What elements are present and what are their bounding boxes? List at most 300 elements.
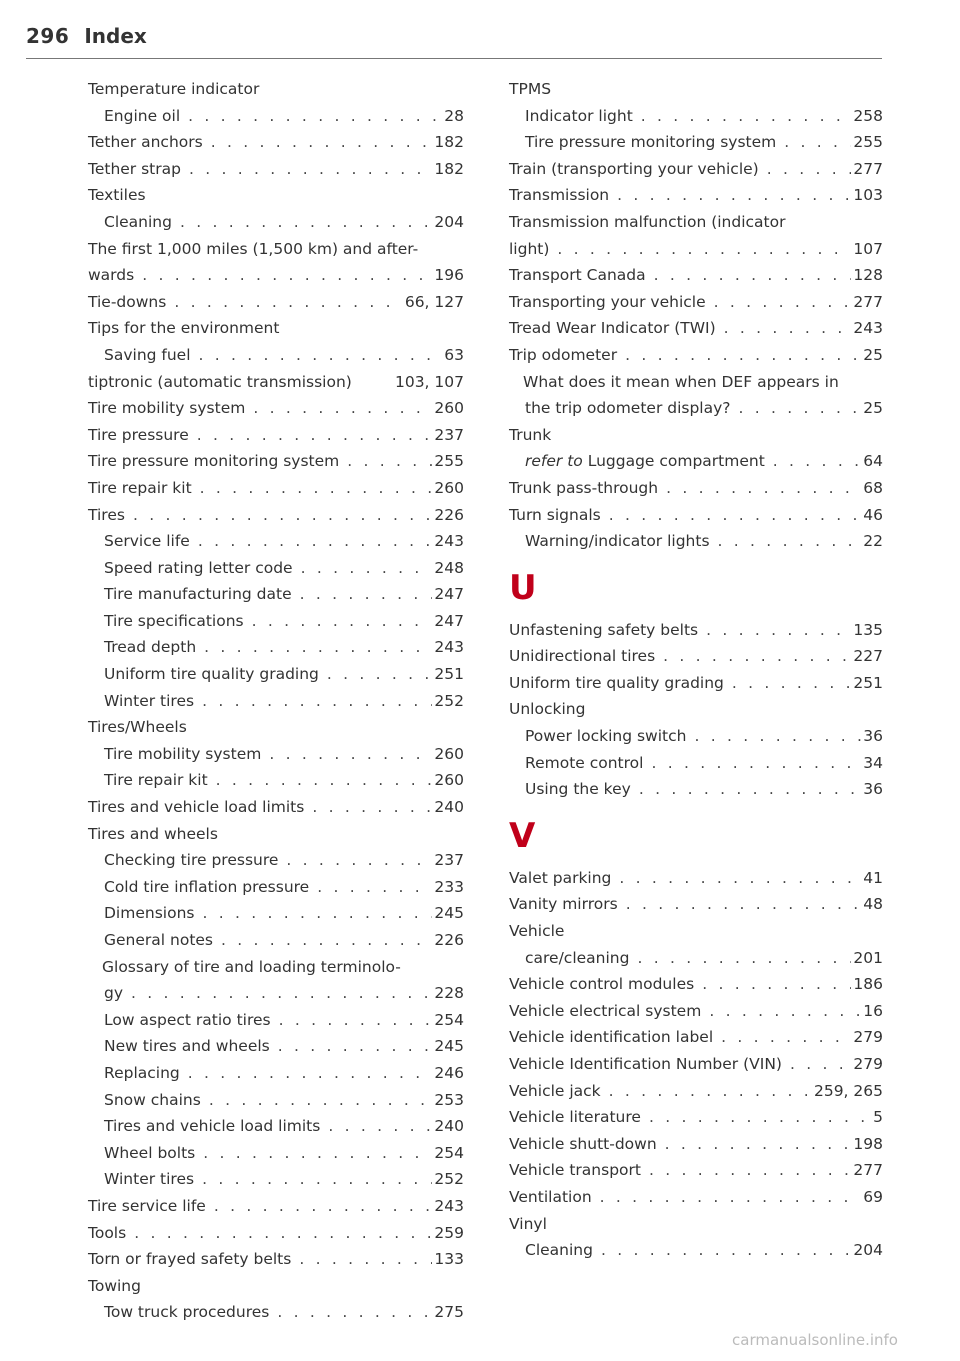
index-entry [509, 750, 883, 777]
index-page-ref: 255 [853, 133, 883, 152]
index-entry [88, 209, 464, 236]
index-entry-text: Tether anchors [88, 133, 203, 152]
dot-leader [269, 741, 432, 768]
index-entry-text: Replacing [104, 1063, 180, 1082]
index-entry-text: Tire service life [88, 1196, 206, 1215]
index-page-ref: 252 [434, 691, 464, 710]
cross-reference-label: refer to [525, 452, 583, 471]
index-heading: Towing [88, 1276, 141, 1295]
dot-leader [609, 1078, 812, 1105]
dot-leader [327, 661, 433, 688]
index-page-ref: 34 [863, 753, 883, 772]
index-entry-text: Tow truck procedures [104, 1303, 270, 1322]
index-page-ref: 128 [853, 266, 883, 285]
dot-leader [347, 448, 432, 475]
index-page-ref: 260 [434, 771, 464, 790]
dot-leader [299, 1246, 432, 1273]
index-entry [509, 182, 883, 209]
dot-leader [312, 794, 432, 821]
dot-leader [665, 1131, 852, 1158]
index-entry-text: Torn or frayed safety belts [88, 1250, 292, 1269]
index-entry [88, 874, 464, 901]
index-page-ref: 245 [434, 904, 464, 923]
index-entry-text: Transmission [509, 186, 610, 205]
dot-leader [790, 1051, 851, 1078]
index-entry [509, 502, 883, 529]
dot-leader [301, 555, 433, 582]
index-page-ref: 46 [863, 505, 883, 524]
index-entry [509, 1184, 883, 1211]
index-entry [509, 1237, 883, 1264]
index-entry [509, 475, 883, 502]
index-entry-text: Tire manufacturing date [104, 585, 292, 604]
index-entry [88, 927, 464, 954]
dot-leader [663, 643, 851, 670]
dot-leader [198, 528, 433, 555]
index-entry-text: Vehicle electrical system [509, 1001, 702, 1020]
index-page-ref: 260 [434, 744, 464, 763]
index-entry [509, 998, 883, 1025]
dot-leader [702, 971, 851, 998]
dot-leader [328, 1113, 432, 1140]
dot-leader [277, 1299, 432, 1326]
index-entry [509, 129, 883, 156]
index-entry [88, 395, 464, 422]
index-entry-text: Snow chains [104, 1090, 201, 1109]
dot-leader [694, 723, 861, 750]
index-entry-text: Speed rating letter code [104, 558, 293, 577]
index-entry-text: Unfastening safety belts [509, 620, 699, 639]
index-page-ref: 277 [853, 1161, 883, 1180]
dot-leader [199, 342, 443, 369]
index-page-ref: 36 [863, 780, 883, 799]
index-page-ref: 253 [434, 1090, 464, 1109]
index-entry [509, 1157, 883, 1184]
index-entry-text: Remote control [525, 753, 644, 772]
index-entry-text: Tire pressure monitoring system [88, 452, 340, 471]
index-page-ref: 233 [434, 877, 464, 896]
index-page-ref: 255 [434, 452, 464, 471]
index-page-ref: 247 [434, 585, 464, 604]
index-page-ref: 254 [434, 1143, 464, 1162]
index-page-ref: 69 [863, 1187, 883, 1206]
index-page-ref: 196 [434, 266, 464, 285]
index-page-ref: 251 [434, 665, 464, 684]
index-entry-text: Wheel bolts [104, 1143, 196, 1162]
index-heading: Tips for the environment [88, 319, 280, 338]
index-entry-text: Cleaning [525, 1241, 593, 1260]
dot-leader [714, 289, 852, 316]
index-entry [88, 1113, 464, 1140]
index-entry [509, 1051, 883, 1078]
index-entry-text: Cold tire inflation pressure [104, 877, 310, 896]
index-entry [509, 1131, 883, 1158]
index-entry-text: Tools [88, 1223, 127, 1242]
index-page-ref: 204 [434, 212, 464, 231]
dot-leader [188, 103, 442, 130]
index-entry [88, 688, 464, 715]
index-entry [509, 945, 883, 972]
index-entry [88, 156, 464, 183]
index-entry [509, 670, 883, 697]
index-entry [88, 1007, 464, 1034]
index-entry [88, 129, 464, 156]
index-page-ref: 226 [434, 931, 464, 949]
index-entry [88, 528, 464, 555]
index-page-ref: 133 [434, 1250, 464, 1269]
dot-leader [202, 688, 432, 715]
index-heading: Transmission malfunction (indicator [509, 212, 786, 231]
dot-leader [767, 156, 852, 183]
dot-leader [600, 1184, 862, 1211]
dot-leader [773, 448, 861, 475]
index-entry-text: light) [509, 239, 550, 258]
dot-leader [279, 1007, 433, 1034]
dot-leader [133, 502, 432, 529]
dot-leader [216, 767, 433, 794]
index-entry-text: Indicator light [525, 106, 633, 125]
index-entry-text: Vehicle control modules [509, 975, 695, 994]
dot-leader [142, 262, 432, 289]
index-heading: Unlocking [509, 700, 586, 719]
index-entry-text: Tire mobility system [104, 744, 262, 763]
index-page-ref: 251 [853, 673, 883, 692]
index-entry-text: Checking tire pressure [104, 851, 279, 870]
index-page-ref: 186 [853, 975, 883, 994]
index-entry-text: Tire pressure [88, 425, 189, 444]
index-entry-text: Tires [88, 505, 125, 524]
dot-leader [732, 670, 852, 697]
index-entry [509, 103, 883, 130]
index-page-ref: 259 [434, 1223, 464, 1242]
index-entry [509, 289, 883, 316]
index-entry [88, 1166, 464, 1193]
index-entry-text: Vehicle transport [509, 1161, 641, 1180]
index-entry-text: Tire mobility system [88, 399, 246, 418]
dot-leader [654, 262, 852, 289]
index-page-ref: 63 [444, 345, 464, 364]
index-entry-text: Tire pressure monitoring system [525, 133, 777, 152]
index-entry [88, 1299, 464, 1326]
index-entry [88, 741, 464, 768]
index-entry [509, 723, 883, 750]
index-entry [509, 1024, 883, 1051]
dot-leader [203, 1140, 432, 1167]
index-page-ref: 64 [863, 452, 883, 471]
dot-leader [134, 1220, 432, 1247]
index-page-ref: 258 [853, 106, 883, 125]
index-page-ref: 260 [434, 478, 464, 497]
index-entry-text: Tire repair kit [104, 771, 208, 790]
index-entry-text: New tires and wheels [104, 1037, 270, 1056]
index-entry-text: Transporting your vehicle [509, 292, 706, 311]
index-column-right [509, 76, 883, 1264]
index-entry-text: tiptronic (automatic transmission) [88, 372, 352, 391]
dot-leader [784, 129, 851, 156]
index-entry-text: Using the key [525, 780, 631, 799]
dot-leader [209, 1087, 433, 1114]
index-page-ref: 204 [853, 1241, 883, 1260]
index-page-ref: 16 [863, 1001, 883, 1020]
index-entry-text: Tire specifications [104, 611, 244, 630]
index-subheading: What does it mean when DEF appears in [523, 372, 839, 391]
index-page-ref: 248 [434, 558, 464, 577]
index-heading: Tires/Wheels [88, 718, 187, 737]
dot-leader [204, 634, 432, 661]
index-page-ref: 254 [434, 1010, 464, 1029]
index-page-ref: 28 [444, 106, 464, 125]
index-page-ref: 201 [853, 948, 883, 967]
index-entry-text: Ventilation [509, 1187, 592, 1206]
index-page-ref: 259, 265 [813, 1081, 883, 1100]
index-entry [88, 1060, 464, 1087]
index-heading: Trunk [509, 425, 552, 444]
index-entry-text: Turn signals [509, 505, 601, 524]
dot-leader [666, 475, 861, 502]
dot-leader [300, 581, 433, 608]
index-page-ref: 227 [853, 647, 883, 666]
index-entry [509, 448, 883, 475]
dot-leader [131, 980, 432, 1007]
index-entry [88, 1033, 464, 1060]
index-page-ref: 252 [434, 1170, 464, 1189]
index-page-ref: 41 [863, 868, 883, 887]
index-entry [509, 891, 883, 918]
index-entry [88, 1220, 464, 1247]
dot-leader [286, 847, 432, 874]
dot-leader [174, 289, 403, 316]
index-entry-text: Tie-downs [88, 292, 167, 311]
section-title: Index [84, 24, 147, 48]
dot-leader [189, 156, 432, 183]
index-page-ref: 247 [434, 611, 464, 630]
index-entry-text: Vanity mirrors [509, 895, 618, 914]
index-page-ref: 277 [853, 292, 883, 311]
index-page-ref: 245 [434, 1037, 464, 1056]
index-entry [509, 776, 883, 803]
index-page-ref: 279 [853, 1055, 883, 1073]
index-heading: TPMS [509, 80, 552, 98]
index-heading: Vinyl [509, 1214, 547, 1233]
dot-leader [253, 395, 432, 422]
dot-leader [180, 209, 432, 236]
index-entry [509, 236, 883, 263]
index-page-ref: 243 [434, 638, 464, 657]
index-entry-text: Engine oil [104, 106, 181, 125]
dot-leader [619, 865, 861, 892]
index-page-ref: 243 [434, 532, 464, 551]
dot-leader [718, 528, 862, 555]
index-heading: Textiles [88, 186, 146, 205]
index-entry-text: Tether strap [88, 159, 181, 178]
index-entry [88, 422, 464, 449]
dot-leader [609, 502, 862, 529]
index-entry [509, 262, 883, 289]
dot-leader [601, 1237, 851, 1264]
index-entry-text: Winter tires [104, 691, 195, 710]
index-entry-text: Unidirectional tires [509, 647, 656, 666]
cross-reference-target: Luggage compartment [587, 452, 765, 471]
index-entry-text: Tread Wear Indicator (TWI) [509, 319, 716, 338]
dot-leader [617, 182, 851, 209]
index-letter-heading: V [509, 815, 536, 856]
index-entry-text: Tire repair kit [88, 478, 192, 497]
dot-leader [188, 1060, 433, 1087]
index-entry [88, 369, 464, 396]
index-entry-text: gy [104, 984, 124, 1003]
dot-leader [214, 1193, 433, 1220]
dot-leader [252, 608, 433, 635]
index-entry [88, 980, 464, 1007]
index-page-ref: 48 [863, 895, 883, 914]
index-entry [88, 847, 464, 874]
index-entry-text: Winter tires [104, 1170, 195, 1189]
index-page-ref: 237 [434, 851, 464, 870]
index-entry-text: General notes [104, 931, 214, 949]
index-entry-text: Uniform tire quality grading [104, 665, 319, 684]
index-heading: Tires and wheels [88, 824, 218, 843]
index-page-ref: 240 [434, 1117, 464, 1136]
dot-leader [641, 103, 852, 130]
dot-leader [721, 1024, 851, 1051]
dot-leader [211, 129, 433, 156]
index-column-left [88, 76, 464, 1326]
index-entry [88, 608, 464, 635]
dot-leader [200, 475, 433, 502]
index-letter-heading: U [509, 567, 537, 608]
index-page-ref: 182 [434, 159, 464, 178]
index-page-ref: 36 [863, 727, 883, 746]
index-entry-text: Trip odometer [509, 345, 618, 364]
dot-leader [625, 342, 861, 369]
index-entry [88, 767, 464, 794]
index-heading: The first 1,000 miles (1,500 km) and after- [88, 239, 419, 258]
index-heading: Vehicle [509, 922, 565, 941]
dot-leader [221, 927, 432, 954]
index-entry-text: Transport Canada [509, 266, 646, 285]
index-entry [509, 971, 883, 998]
dot-leader [639, 776, 861, 803]
index-page-ref: 237 [434, 425, 464, 444]
dot-leader [197, 422, 433, 449]
index-entry [88, 103, 464, 130]
page-header [26, 24, 882, 59]
dot-leader [557, 236, 851, 263]
index-entry-text: Tires and vehicle load limits [104, 1117, 321, 1136]
index-entry [88, 794, 464, 821]
index-entry [88, 1246, 464, 1273]
index-entry [88, 555, 464, 582]
index-entry-text: Warning/indicator lights [525, 532, 710, 551]
index-entry-text: Cleaning [104, 212, 172, 231]
index-page-ref: 243 [434, 1196, 464, 1215]
dot-leader [626, 891, 862, 918]
index-entry [88, 900, 464, 927]
index-entry [509, 342, 883, 369]
index-page-ref: 25 [863, 399, 883, 418]
index-page-ref: 275 [434, 1303, 464, 1322]
index-entry-text: Vehicle shutt-down [509, 1134, 657, 1153]
index-page-ref: 243 [853, 319, 883, 338]
index-entry-text: Vehicle identification label [509, 1028, 714, 1047]
index-entry-text: Tires and vehicle load limits [88, 798, 305, 817]
dot-leader [651, 750, 861, 777]
index-entry [88, 1140, 464, 1167]
index-entry-text [525, 448, 765, 475]
index-entry [88, 448, 464, 475]
index-entry [88, 634, 464, 661]
index-page-ref: 5 [873, 1108, 883, 1127]
index-entry [88, 262, 464, 289]
index-entry-text: Uniform tire quality grading [509, 673, 724, 692]
dot-leader [709, 998, 861, 1025]
index-entry-text: wards [88, 266, 135, 285]
dot-leader [278, 1033, 433, 1060]
index-page-ref: 103 [853, 186, 883, 205]
index-page-ref: 279 [853, 1028, 883, 1047]
index-entry-text: Valet parking [509, 868, 612, 887]
index-entry-text: Power locking switch [525, 727, 687, 746]
index-page-ref: 226 [434, 505, 464, 524]
index-page-ref: 22 [863, 532, 883, 551]
index-entry-text: Vehicle Identification Number (VIN) [509, 1055, 782, 1073]
index-entry-text: Vehicle jack [509, 1081, 601, 1100]
index-page-ref: 107 [853, 239, 883, 258]
index-entry-text: Tread depth [104, 638, 197, 657]
index-entry-text: Saving fuel [104, 345, 191, 364]
dot-leader [202, 1166, 432, 1193]
dot-leader [637, 945, 851, 972]
index-entry [509, 315, 883, 342]
dot-leader [317, 874, 432, 901]
dot-leader [649, 1157, 851, 1184]
index-entry-text: care/cleaning [525, 948, 630, 967]
index-entry [509, 156, 883, 183]
index-page-ref: 103, 107 [394, 372, 464, 391]
page-number: 296 [26, 24, 70, 48]
index-entry-text: Trunk pass-through [509, 478, 659, 497]
index-entry [509, 528, 883, 555]
index-page-ref: 182 [434, 133, 464, 152]
dot-leader [724, 315, 852, 342]
index-entry [509, 865, 883, 892]
index-entry [88, 342, 464, 369]
dot-leader [649, 1104, 871, 1131]
index-page-ref: 198 [853, 1134, 883, 1153]
index-page-ref: 240 [434, 798, 464, 817]
index-entry-text: Dimensions [104, 904, 195, 923]
index-subheading: Glossary of tire and loading terminolo- [102, 957, 401, 976]
index-entry [88, 289, 464, 316]
index-entry [509, 1104, 883, 1131]
dot-leader [706, 617, 851, 644]
watermark: carmanualsonline.info [732, 1331, 898, 1349]
index-page-ref: 246 [434, 1063, 464, 1082]
index-entry [509, 1078, 883, 1105]
dot-leader [202, 900, 432, 927]
index-page-ref: 228 [434, 984, 464, 1003]
index-page-ref: 260 [434, 399, 464, 418]
index-page-ref: 135 [853, 620, 883, 639]
index-entry-text: Low aspect ratio tires [104, 1010, 271, 1029]
index-entry [88, 1193, 464, 1220]
index-entry [88, 502, 464, 529]
index-heading: Temperature indicator [88, 80, 260, 98]
index-entry-text: Train (transporting your vehicle) [509, 159, 759, 178]
index-page-ref: 277 [853, 159, 883, 178]
index-page-ref: 68 [863, 478, 883, 497]
index-entry [509, 617, 883, 644]
